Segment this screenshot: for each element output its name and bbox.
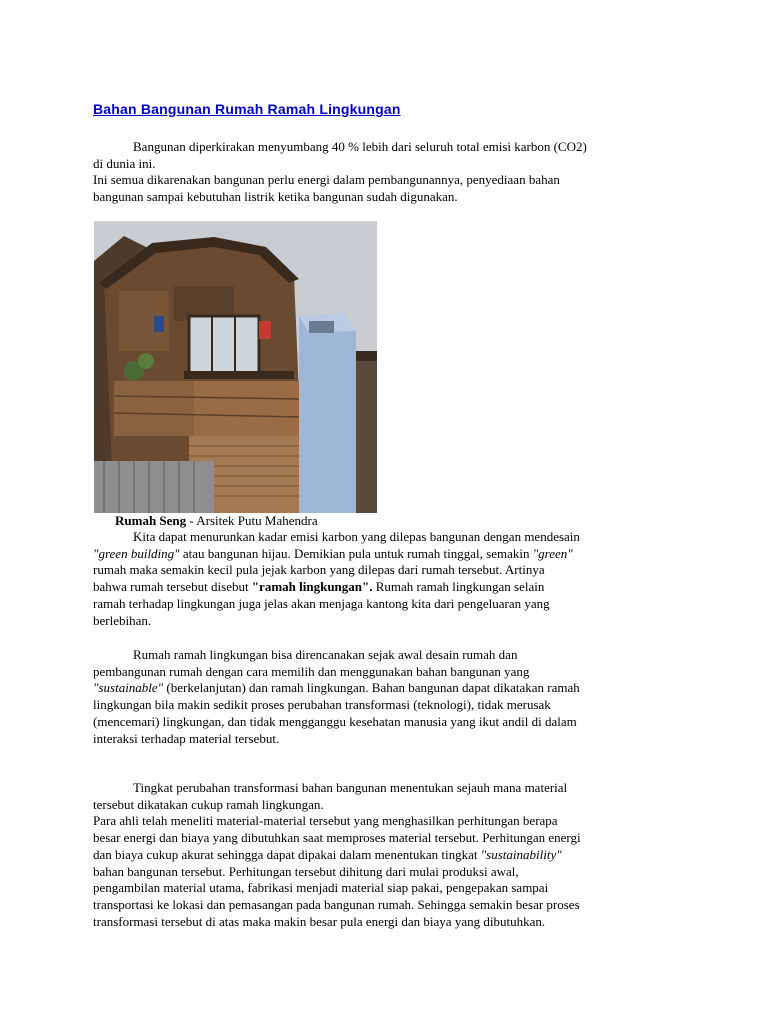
photo-caption [115,513,318,530]
text-line: Rumah ramah lingkungan selain [372,579,545,595]
text-line: rumah maka semakin kecil pula jejak karbon yang dilepas dari rumah tersebut. Artinya [93,562,545,578]
intro-line: Bangunan diperkirakan menyumbang 40 % lebih dari seluruh total emisi karbon (CO2) [133,139,587,154]
text-line: pengambilan material utama, fabrikasi menjadi material siap pakai, pengepakan sampai [93,880,549,896]
text-line: bahwa rumah tersebut disebut [93,579,252,595]
intro-line: Ini semua dikarenakan bangunan perlu energi dalam pembangunannya, penyediaan bahan [93,172,560,188]
text-line: transformasi tersebut di atas maka makin besar pula energi dan biaya yang dibutuhkan. [93,913,546,929]
text-line: besar energi dan biaya yang dibutuhkan saat memproses material tersebut. Perhitungan energi [93,830,581,846]
text-bold: "ramah lingkungan". [251,579,373,595]
text-line: (berkelanjutan) dan ramah lingkungan. Bahan bangunan dapat dikatakan ramah [163,680,580,696]
text-line: (mencemari) lingkungan, dan tidak mengganggu kesehatan manusia yang ikut andil di dalam [93,713,577,729]
text-line: interaksi terhadap material tersebut. [93,730,280,746]
text-italic: "sustainability" [480,846,562,862]
paragraph-green-building [93,529,683,629]
text-italic: "green building" [93,545,180,561]
text-line: bahan bangunan tersebut. Perhitungan tersebut dihitung dari mulai produksi awal, [93,863,519,879]
text-line: Kita dapat menurunkan kadar emisi karbon yang dilepas bangunan dengan mendesain [133,529,580,544]
paragraph-sustainable [93,647,683,747]
text-line: berlebihan. [93,612,152,628]
text-line: atau bangunan hijau. Demikian pula untuk rumah tinggal, semakin [179,545,533,561]
house-photo [94,221,377,513]
text-line: Rumah ramah lingkungan bisa direncanakan sejak awal desain rumah dan [133,647,518,662]
text-line: ramah terhadap lingkungan juga jelas akan menjaga kantong kita dari pengeluaran yang [93,595,550,611]
text-line: Tingkat perubahan transformasi bahan bangunan menentukan sejauh mana material [133,780,568,795]
text-italic: "sustainable" [93,680,164,696]
text-line: lingkungan bila makin sedikit proses perubahan transformasi (teknologi), tidak merusak [93,697,551,713]
intro-paragraph [93,139,683,206]
text-line: dan biaya cukup akurat sehingga dapat dipakai dalam menentukan tingkat [93,846,481,862]
text-line: pembangunan rumah dengan cara memilih dan menggunakan bahan bangunan yang [93,663,530,679]
text-line: transportasi ke lokasi dan pemasangan pada bangunan rumah. Sehingga semakin besar proses [93,896,580,912]
intro-line: di dunia ini. [93,155,156,171]
caption-credit: - Arsitek Putu Mahendra [186,513,318,528]
text-italic: "green" [532,545,573,561]
text-line: tersebut dikatakan cukup ramah lingkungan. [93,796,324,812]
text-line: Para ahli telah meneliti material-material tersebut yang menghasilkan perhitungan berapa [93,813,558,829]
article-title-link[interactable]: Bahan Bangunan Rumah Ramah Lingkungan [93,101,401,117]
paragraph-transformation [93,780,683,930]
intro-line: bangunan sampai kebutuhan listrik ketika bangunan sudah digunakan. [93,189,458,205]
caption-title: Rumah Seng [115,513,187,528]
